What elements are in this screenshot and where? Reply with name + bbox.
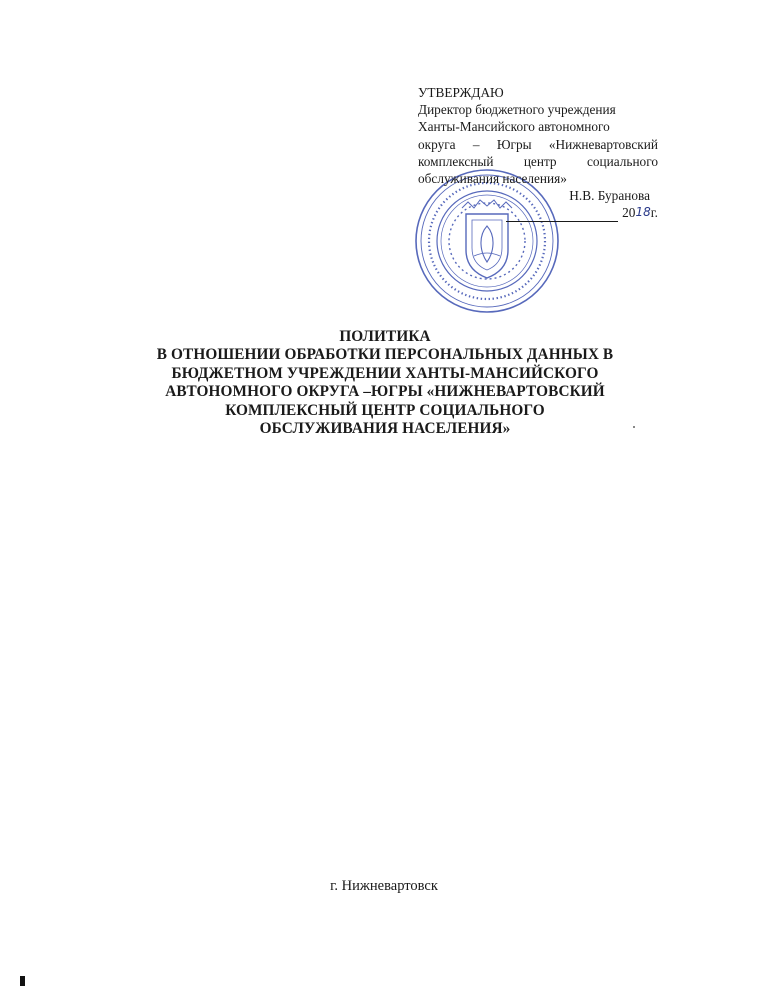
approval-position-line-1: Директор бюджетного учреждения [418, 102, 616, 118]
signatory-name: Н.В. Буранова [569, 188, 650, 204]
title-line: АВТОНОМНОГО ОКРУГА –ЮГРЫ «НИЖНЕВАРТОВСКИЙ [165, 383, 605, 401]
title-line: КОМПЛЕКСНЫЙ ЦЕНТР СОЦИАЛЬНОГО [225, 401, 545, 419]
word: центр [523, 153, 557, 169]
date-year-prefix: 20 [622, 205, 636, 221]
title-line: ОБСЛУЖИВАНИЯ НАСЕЛЕНИЯ» [259, 420, 511, 438]
approval-date-line [418, 204, 658, 221]
word: округа [418, 136, 456, 152]
word: социального [586, 153, 658, 169]
title-line: В ОТНОШЕНИИ ОБРАБОТКИ ПЕРСОНАЛЬНЫХ ДАННЫХ В [156, 346, 614, 364]
date-suffix: г. [650, 205, 658, 221]
scan-speck [633, 426, 635, 428]
approval-heading: УТВЕРЖДАЮ [418, 85, 504, 100]
date-blank-underline [506, 208, 618, 222]
document-city: г. Нижневартовск [330, 878, 438, 894]
approval-block [418, 84, 658, 222]
signatory-line [418, 187, 658, 204]
word: комплексный [418, 153, 494, 169]
word: – [472, 136, 480, 152]
date-year-handwritten: 18 [635, 205, 651, 220]
title-line: БЮДЖЕТНОМ УЧРЕЖДЕНИИ ХАНТЫ-МАНСИЙСКОГО [171, 364, 599, 382]
approval-position-line-3 [418, 136, 658, 153]
scan-mark [20, 976, 25, 986]
approval-position-line-4 [418, 153, 658, 170]
approval-position-line-5: обслуживания населения» [418, 171, 567, 187]
document-title [120, 328, 650, 438]
word: Югры [496, 136, 532, 152]
word: «Нижневартовский [548, 136, 658, 152]
title-line: ПОЛИТИКА [339, 328, 431, 345]
approval-position-line-2: Ханты-Мансийского автономного [418, 119, 610, 135]
